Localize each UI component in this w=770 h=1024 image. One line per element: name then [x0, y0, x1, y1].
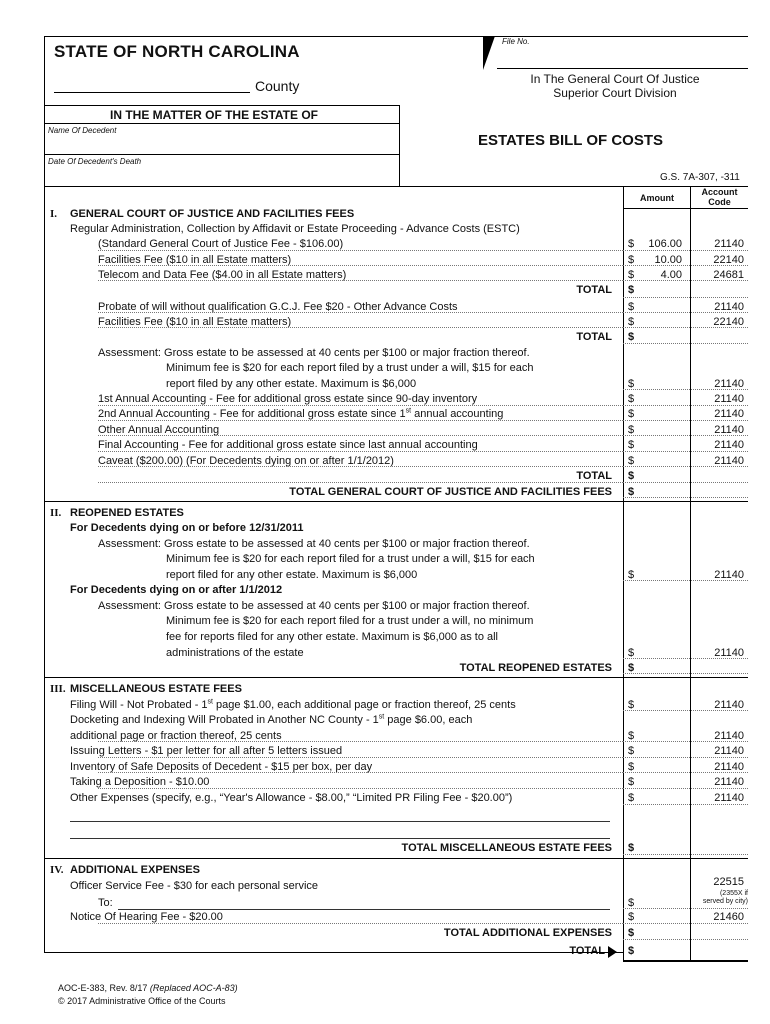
section-4-title: IV. ADDITIONAL EXPENSES — [50, 864, 200, 876]
notice-hearing-dollar-sign: $ — [628, 911, 635, 923]
court-line-2: Superior Court Division — [553, 86, 677, 100]
row-rule — [98, 405, 623, 406]
amount-row-rule — [623, 788, 748, 789]
reopened-before-account-code: 21140 — [714, 569, 744, 581]
amount-row-rule — [623, 908, 748, 909]
annual-accounting-1-text: 1st Annual Accounting - Fee for additional gross estate since 90-day inventory — [98, 393, 478, 405]
file-no-marker — [483, 36, 495, 70]
probate-account-code: 21140 — [714, 301, 744, 313]
reopened-before-heading: For Decedents dying on or before 12/31/2011 — [70, 522, 304, 534]
section-3-title: III. MISCELLANEOUS ESTATE FEES — [50, 683, 242, 695]
officer-code-note-1: (2355X if — [719, 890, 748, 897]
other-expenses-dollar-sign: $ — [628, 792, 635, 804]
other-expenses-text: Other Expenses (specify, e.g., “Year's Allowance - $8.00,” “Limited PR Filing Fee - $20.00”) — [70, 792, 513, 804]
matter-heading: IN THE MATTER OF THE ESTATE OF — [110, 108, 318, 122]
file-no-label: File No. — [502, 37, 530, 46]
row-rule — [98, 466, 623, 467]
facilities-fee-2-account-code: 22140 — [713, 316, 744, 328]
row-rule — [98, 482, 623, 483]
safe-deposit-text: Inventory of Safe Deposits of Decedent - $15 per box, per day — [70, 761, 373, 773]
annual-accounting-1-account-code: 21140 — [714, 393, 744, 405]
amount-row-rule — [623, 482, 748, 483]
probate-text: Probate of will without qualification G.C.J. Fee $20 - Other Advance Costs — [98, 301, 458, 313]
misc-total-dollar-sign: $ — [628, 842, 635, 854]
reopened-before-dollar-sign: $ — [628, 569, 635, 581]
std-fee-amount-field[interactable]: 106.00 — [648, 238, 682, 250]
final-accounting-text: Final Accounting - Fee for additional gross estate since last annual accounting — [98, 439, 478, 451]
officer-fee-text: Officer Service Fee - $30 for each personal service — [70, 880, 319, 892]
row-rule — [98, 265, 623, 266]
form-title: ESTATES BILL OF COSTS — [478, 132, 664, 149]
amount-row-rule — [623, 405, 748, 406]
row-rule — [98, 327, 623, 328]
decedent-name-label: Name Of Decedent — [48, 126, 117, 135]
facilities-fee-2-text: Facilities Fee ($10 in all Estate matters) — [98, 316, 292, 328]
telecom-fee-amount-field[interactable]: 4.00 — [660, 269, 682, 281]
death-date-label: Date Of Decedent's Death — [48, 157, 142, 166]
row-rule — [98, 435, 623, 436]
other-expenses-field-2[interactable] — [70, 838, 610, 839]
amount-row-rule — [623, 420, 748, 421]
row-rule — [98, 923, 623, 924]
row-rule — [98, 757, 623, 758]
safe-deposit-account-code: 21140 — [714, 761, 744, 773]
subtotal-1-dollar-sign: $ — [628, 284, 635, 296]
state-title: STATE OF NORTH CAROLINA — [54, 42, 300, 61]
assessment-line-1: Assessment: Gross estate to be assessed at 40 cents per $100 or major fraction thereof. — [98, 347, 530, 359]
issuing-letters-dollar-sign: $ — [628, 745, 635, 757]
caveat-account-code: 21140 — [714, 455, 744, 467]
additional-total-dollar-sign: $ — [628, 927, 635, 939]
reopened-after-heading: For Decedents dying on or after 1/1/2012 — [70, 584, 283, 596]
row-rule — [98, 741, 623, 742]
notice-hearing-account-code: 21460 — [713, 911, 744, 923]
amount-header: Amount — [640, 193, 674, 203]
std-fee-text: (Standard General Court of Justice Fee - $106.00) — [98, 238, 344, 250]
reopened-after-line-3: fee for reports filed for any other estate. Maximum is $6,000 as to all — [166, 631, 498, 643]
statute-ref: G.S. 7A-307, -311 — [660, 172, 740, 183]
amount-row-rule — [623, 297, 748, 298]
annual-accounting-2-account-code: 21140 — [714, 408, 744, 420]
amount-row-rule — [623, 497, 748, 498]
facilities-fee-amount-field[interactable]: 10.00 — [654, 254, 682, 266]
issuing-letters-text: Issuing Letters - $1 per letter for all after 5 letters issued — [70, 745, 343, 757]
reopened-after-line-2: Minimum fee is $20 for each report filed for a trust under a will, no minimum — [166, 615, 534, 627]
row-rule — [98, 250, 623, 251]
reopened-total-dollar-sign: $ — [628, 662, 635, 674]
amount-row-rule — [623, 250, 748, 251]
officer-fee-account-code: 22515 — [713, 876, 744, 888]
reopened-after-line-4: administrations of the estate — [166, 647, 304, 659]
final-accounting-dollar-sign: $ — [628, 439, 635, 451]
grand-total-label: TOTAL — [569, 945, 605, 957]
docketing-text: Docketing and Indexing Will Probated in Another NC County - 1st page $6.00, each — [70, 713, 473, 726]
deposition-dollar-sign: $ — [628, 776, 635, 788]
annual-accounting-2-dollar-sign: $ — [628, 408, 635, 420]
misc-total-label: TOTAL MISCELLANEOUS ESTATE FEES — [401, 842, 612, 854]
other-annual-account-code: 21140 — [714, 424, 744, 436]
reopened-before-line-2: Minimum fee is $20 for each report filed for a trust under a will, $15 for each — [166, 553, 535, 565]
annual-accounting-2-text: 2nd Annual Accounting - Fee for additional gross estate since 1st annual accounting — [98, 407, 504, 420]
amount-row-rule — [623, 757, 748, 758]
section-1-grand-total-label: TOTAL GENERAL COURT OF JUSTICE AND FACILITIES FEES — [289, 486, 612, 498]
section-1-grand-total-dollar-sign: $ — [628, 486, 635, 498]
telecom-fee-account-code: 24681 — [713, 269, 744, 281]
amount-row-rule — [623, 939, 748, 940]
grand-total-dollar-sign: $ — [628, 945, 635, 957]
decedent-name-field[interactable] — [44, 154, 399, 155]
deposition-account-code: 21140 — [714, 776, 744, 788]
annual-accounting-1-dollar-sign: $ — [628, 393, 635, 405]
other-annual-text: Other Annual Accounting — [98, 424, 220, 436]
section-1-subtotal-2-label: TOTAL — [576, 331, 612, 343]
reopened-after-dollar-sign: $ — [628, 647, 635, 659]
code-header-line2: Code — [708, 197, 731, 207]
facilities-fee-dollar-sign: $ — [628, 254, 635, 266]
notice-hearing-text: Notice Of Hearing Fee - $20.00 — [70, 911, 223, 923]
caveat-text: Caveat ($200.00) (For Decedents dying on or after 1/1/2012) — [98, 455, 394, 467]
reopened-after-account-code: 21140 — [714, 647, 744, 659]
code-header-line1: Account — [701, 187, 738, 197]
subtotal-2-dollar-sign: $ — [628, 331, 635, 343]
reopened-total-label: TOTAL REOPENED ESTATES — [459, 662, 612, 674]
regular-admin-text: Regular Administration, Collection by Affidavit or Estate Proceeding - Advance Costs (ESTC) — [70, 223, 520, 235]
section-1-title: I. GENERAL COURT OF JUSTICE AND FACILITIES FEES — [50, 208, 355, 220]
row-rule — [98, 772, 623, 773]
std-fee-account-code: 21140 — [714, 238, 744, 250]
reopened-before-line-1: Assessment: Gross estate to be assessed at 40 cents per $100 or major fraction thereof. — [98, 538, 530, 550]
officer-code-note-2: served by city) — [702, 898, 748, 905]
assessment-account-code: 21140 — [714, 378, 744, 390]
row-rule — [98, 788, 623, 789]
county-label: County — [255, 78, 300, 94]
additional-total-label: TOTAL ADDITIONAL EXPENSES — [443, 927, 612, 939]
row-rule — [98, 420, 623, 421]
row-rule — [98, 312, 623, 313]
issuing-letters-account-code: 21140 — [714, 745, 744, 757]
subtotal-3-dollar-sign: $ — [628, 470, 635, 482]
facilities-fee-2-dollar-sign: $ — [628, 316, 635, 328]
assessment-line-3: report filed by any other estate. Maximum is $6,000 — [166, 378, 417, 390]
final-accounting-account-code: 21140 — [714, 439, 744, 451]
copyright: © 2017 Administrative Office of the Courts — [58, 996, 226, 1006]
facilities-fee-account-code: 22140 — [713, 254, 744, 266]
reopened-before-line-3: report filed for any other estate. Maximum is $6,000 — [166, 569, 418, 581]
served-to-field[interactable] — [118, 909, 610, 910]
amount-row-rule — [623, 451, 748, 452]
court-line-1: In The General Court Of Justice — [530, 72, 700, 86]
amount-row-rule — [623, 854, 748, 855]
other-expenses-field-1[interactable] — [70, 821, 610, 822]
section-1-subtotal-3-label: TOTAL — [576, 470, 612, 482]
officer-fee-dollar-sign: $ — [628, 897, 635, 909]
amount-row-rule — [623, 923, 748, 924]
telecom-fee-dollar-sign: $ — [628, 269, 635, 281]
served-to-label: To: — [98, 897, 113, 909]
other-annual-dollar-sign: $ — [628, 424, 635, 436]
amount-row-rule — [623, 343, 748, 344]
amount-row-rule — [623, 673, 748, 674]
telecom-fee-text: Telecom and Data Fee ($4.00 in all Estate matters) — [98, 269, 347, 281]
form-number: AOC-E-383, Rev. 8/17 (Replaced AOC-A-83) — [58, 983, 238, 993]
safe-deposit-dollar-sign: $ — [628, 761, 635, 773]
other-expenses-account-code: 21140 — [714, 792, 744, 804]
section-1-subtotal-1-label: TOTAL — [576, 284, 612, 296]
std-fee-dollar-sign: $ — [628, 238, 635, 250]
assessment-line-2: Minimum fee is $20 for each report filed by a trust under a will, $15 for each — [166, 362, 534, 374]
filing-will-account-code: 21140 — [714, 699, 744, 711]
probate-dollar-sign: $ — [628, 301, 635, 313]
row-rule — [98, 280, 623, 281]
row-rule — [98, 451, 623, 452]
filing-will-dollar-sign: $ — [628, 699, 635, 711]
amount-row-rule — [623, 804, 748, 805]
docketing-dollar-sign: $ — [628, 730, 635, 742]
deposition-text: Taking a Deposition - $10.00 — [70, 776, 210, 788]
facilities-fee-text: Facilities Fee ($10 in all Estate matters) — [98, 254, 292, 266]
county-field[interactable] — [54, 92, 250, 93]
caveat-dollar-sign: $ — [628, 455, 635, 467]
filing-will-text: Filing Will - Not Probated - 1st page $1.00, each additional page or fraction thereof, 25 cents — [70, 698, 516, 711]
assessment-dollar-sign: $ — [628, 378, 635, 390]
reopened-after-line-1: Assessment: Gross estate to be assessed at 40 cents per $100 or major fraction thereof. — [98, 600, 530, 612]
section-2-title: II. REOPENED ESTATES — [50, 507, 184, 519]
docketing-account-code: 21140 — [714, 730, 744, 742]
docketing-text-2: additional page or fraction thereof, 25 cents — [70, 730, 282, 742]
